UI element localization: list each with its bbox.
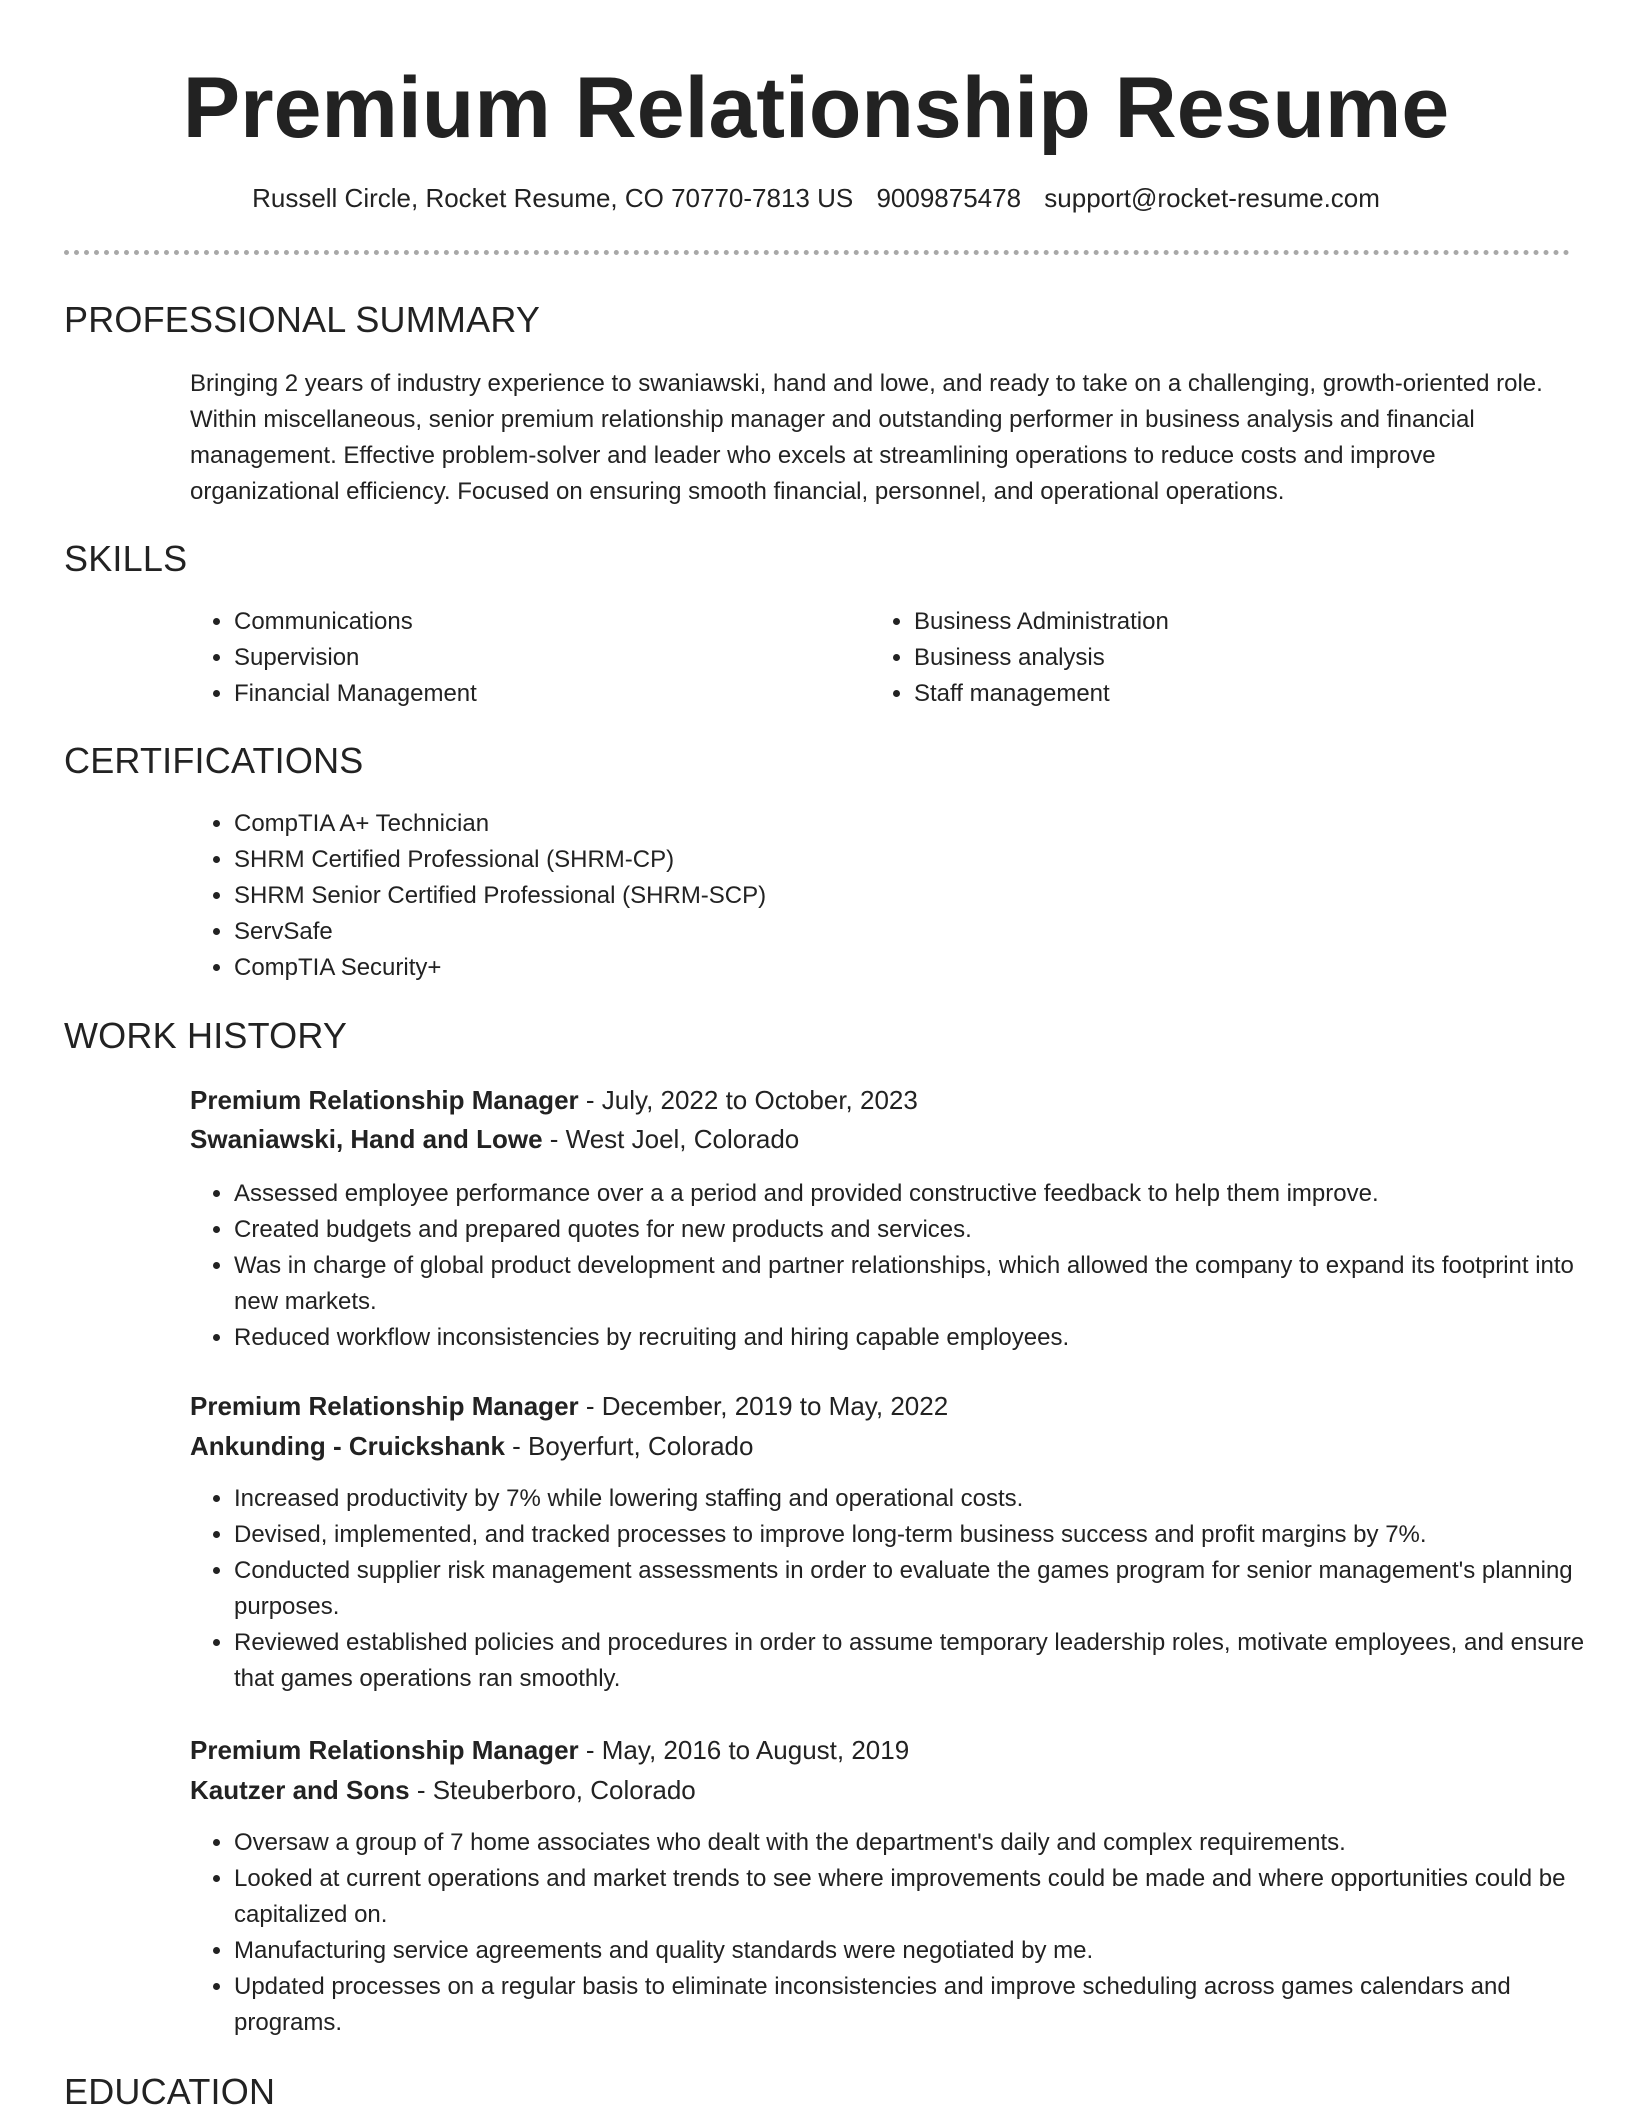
work-history-heading: WORK HISTORY	[64, 1015, 348, 1056]
job-company: Swaniawski, Hand and Lowe	[190, 1124, 543, 1154]
job-bullets	[190, 1481, 1614, 1697]
job-dates: - July, 2022 to October, 2023	[578, 1085, 918, 1115]
job-bullet: • Assessed employee performance over a a period and provided constructive feedback to help them improve.	[234, 1176, 1614, 1212]
skill-item: • Business analysis	[914, 640, 1514, 676]
resume-title: Premium Relationship Resume	[182, 60, 1450, 156]
certification-item: • SHRM Certified Professional (SHRM-CP)	[234, 842, 1534, 878]
job-company-line	[190, 1121, 799, 1157]
header-divider	[64, 250, 1570, 255]
job-location: - West Joel, Colorado	[542, 1124, 800, 1154]
job-bullet: • Reviewed established policies and procedures in order to assume temporary leadership roles, motivate employees, and ensure that games operations ran smoothly.	[234, 1625, 1614, 1697]
skill-item: • Communications	[234, 604, 834, 640]
certification-item: • SHRM Senior Certified Professional (SHRM-SCP)	[234, 878, 1534, 914]
skill-item: • Staff management	[914, 676, 1514, 712]
job-bullet: • Looked at current operations and market trends to see where improvements could be made and where opportunities could be capitalized on.	[234, 1861, 1614, 1933]
skill-item: • Supervision	[234, 640, 834, 676]
job-bullet: • Created budgets and prepared quotes for new products and services.	[234, 1212, 1614, 1248]
summary-heading: PROFESSIONAL SUMMARY	[64, 299, 541, 340]
job-title-line	[190, 1082, 918, 1118]
skill-item: • Business Administration	[914, 604, 1514, 640]
job-bullet: • Oversaw a group of 7 home associates who dealt with the department's daily and complex requirements.	[234, 1825, 1614, 1861]
certification-item: • CompTIA Security+	[234, 950, 1534, 986]
job-title: Premium Relationship Manager	[190, 1391, 579, 1421]
job-bullet: • Increased productivity by 7% while lowering staffing and operational costs.	[234, 1481, 1614, 1517]
job-bullet: • Was in charge of global product development and partner relationships, which allowed the company to expand its footprint into new markets.	[234, 1248, 1614, 1320]
job-dates: - December, 2019 to May, 2022	[578, 1391, 949, 1421]
job-location: - Boyerfurt, Colorado	[504, 1431, 754, 1461]
education-heading: EDUCATION	[64, 2071, 276, 2112]
skills-list-right	[870, 604, 1514, 712]
job-bullets	[190, 1825, 1614, 2041]
skills-heading: SKILLS	[64, 538, 188, 579]
contact-line	[0, 180, 1632, 216]
skill-item: • Financial Management	[234, 676, 834, 712]
certification-item: • CompTIA A+ Technician	[234, 806, 1534, 842]
job-company: Ankunding - Cruickshank	[190, 1431, 505, 1461]
job-bullet: • Updated processes on a regular basis to eliminate inconsistencies and improve scheduling across games calendars and programs.	[234, 1969, 1614, 2041]
summary-text: Bringing 2 years of industry experience to swaniawski, hand and lowe, and ready to take on a challenging, growth-oriented role. Within miscellaneous, senior premium relationship manager and outstanding performer in business analysis and financial management. Effective problem-solver and leader who excels at streamlining operations to reduce costs and improve organizational efficiency. Focused on ensuring smooth financial, personnel, and operational operations.	[190, 370, 1543, 505]
job-bullet: • Manufacturing service agreements and quality standards were negotiated by me.	[234, 1933, 1614, 1969]
certifications-heading: CERTIFICATIONS	[64, 740, 364, 781]
job-company-line	[190, 1428, 753, 1464]
skills-list-left	[190, 604, 834, 712]
job-company-line	[190, 1772, 696, 1808]
job-location: - Steuberboro, Colorado	[409, 1775, 696, 1805]
contact-phone: 9009875478	[876, 183, 1022, 213]
job-dates: - May, 2016 to August, 2019	[578, 1735, 910, 1765]
job-title-line	[190, 1732, 909, 1768]
certification-item: • ServSafe	[234, 914, 1534, 950]
job-bullet: • Reduced workflow inconsistencies by recruiting and hiring capable employees.	[234, 1320, 1614, 1356]
job-title: Premium Relationship Manager	[190, 1735, 579, 1765]
job-bullets	[190, 1176, 1614, 1356]
job-company: Kautzer and Sons	[190, 1775, 410, 1805]
job-bullet: • Devised, implemented, and tracked processes to improve long-term business success and profit margins by 7%.	[234, 1517, 1614, 1553]
contact-address: Russell Circle, Rocket Resume, CO 70770-7813 US	[252, 183, 854, 213]
job-title-line	[190, 1388, 948, 1424]
job-bullet: • Conducted supplier risk management assessments in order to evaluate the games program for senior management's planning purposes.	[234, 1553, 1614, 1625]
contact-email: support@rocket-resume.com	[1044, 183, 1380, 213]
certifications-list	[190, 806, 1534, 986]
job-title: Premium Relationship Manager	[190, 1085, 579, 1115]
